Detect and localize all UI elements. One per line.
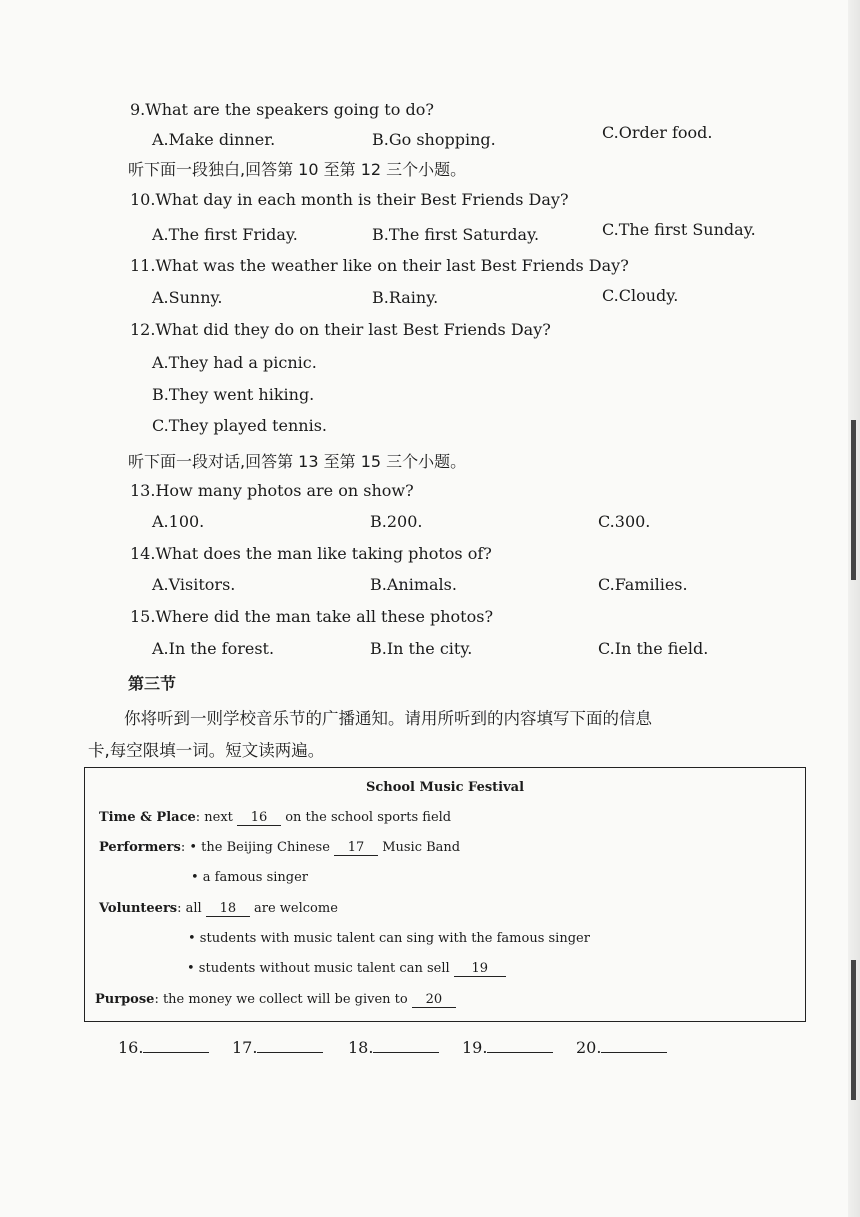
- answer-18-label: 18.: [348, 1038, 374, 1057]
- blank-19: 19: [454, 961, 506, 977]
- time-place-prefix: : next: [195, 810, 233, 825]
- blank-17: 17: [334, 840, 378, 856]
- q11-option-c: C.Cloudy.: [602, 286, 679, 305]
- card-row-performers-2: • a famous singer: [191, 870, 309, 885]
- volunteers-label: Volunteers: [99, 901, 178, 916]
- music-festival-info-card: [84, 767, 806, 1022]
- performers-line1-prefix: : • the Beijing Chinese: [180, 840, 330, 855]
- q11-option-a: A.Sunny.: [152, 288, 223, 307]
- scan-bar-mark: [851, 960, 856, 1100]
- scan-bar-mark: [851, 420, 856, 580]
- q10-option-b: B.The first Saturday.: [372, 225, 540, 244]
- volunteers-3-prefix: • students without music talent can sell: [187, 961, 450, 976]
- section-3-heading: 第三节: [128, 674, 177, 693]
- q14-option-a: A.Visitors.: [152, 575, 236, 594]
- q13-option-c: C.300.: [598, 512, 651, 531]
- q9-option-a: A.Make dinner.: [152, 130, 276, 149]
- volunteers-prefix: : all: [177, 901, 202, 916]
- answer-19: [462, 1038, 553, 1057]
- answer-16-label: 16.: [118, 1038, 144, 1057]
- purpose-prefix: : the money we collect will be given to: [154, 992, 408, 1007]
- q12-option-b: B.They went hiking.: [152, 385, 315, 404]
- q15-option-b: B.In the city.: [370, 639, 473, 658]
- blank-18: 18: [206, 901, 250, 917]
- purpose-label: Purpose: [95, 992, 155, 1007]
- answer-20-label: 20.: [576, 1038, 602, 1057]
- time-place-label: Time & Place: [99, 810, 196, 825]
- time-place-suffix: on the school sports field: [285, 810, 452, 825]
- answer-17-blank[interactable]: [257, 1038, 323, 1053]
- blank-20: 20: [412, 992, 456, 1008]
- question-11: 11.What was the weather like on their last Best Friends Day?: [130, 256, 629, 275]
- q10-option-c: C.The first Sunday.: [602, 220, 756, 239]
- card-row-performers: [99, 840, 460, 856]
- question-13: 13.How many photos are on show?: [130, 481, 414, 500]
- section-3-instruction-line2: 卡,每空限填一词。短文读两遍。: [88, 741, 325, 760]
- question-14: 14.What does the man like taking photos of?: [130, 544, 492, 563]
- q9-option-c: C.Order food.: [602, 123, 713, 142]
- answer-19-label: 19.: [462, 1038, 488, 1057]
- performers-line1-suffix: Music Band: [382, 840, 461, 855]
- q12-option-a: A.They had a picnic.: [152, 353, 317, 372]
- answer-20: [576, 1038, 667, 1057]
- q13-option-a: A.100.: [152, 512, 205, 531]
- answer-16-blank[interactable]: [143, 1038, 209, 1053]
- q9-option-b: B.Go shopping.: [372, 130, 496, 149]
- answer-16: [118, 1038, 209, 1057]
- q12-option-c: C.They played tennis.: [152, 416, 327, 435]
- question-12: 12.What did they do on their last Best Friends Day?: [130, 320, 551, 339]
- answer-17: [232, 1038, 323, 1057]
- card-row-volunteers-3: [187, 961, 506, 977]
- card-row-volunteers-2: • students with music talent can sing with the famous singer: [188, 931, 590, 946]
- q15-option-c: C.In the field.: [598, 639, 709, 658]
- q11-option-b: B.Rainy.: [372, 288, 439, 307]
- card-title: School Music Festival: [365, 780, 525, 795]
- q14-option-c: C.Families.: [598, 575, 688, 594]
- answer-19-blank[interactable]: [487, 1038, 553, 1053]
- q14-option-b: B.Animals.: [370, 575, 457, 594]
- answer-17-label: 17.: [232, 1038, 258, 1057]
- answer-18: [348, 1038, 439, 1057]
- card-row-volunteers: [99, 901, 338, 917]
- card-row-time-place: [99, 810, 451, 826]
- volunteers-suffix: are welcome: [253, 901, 338, 916]
- answer-18-blank[interactable]: [373, 1038, 439, 1053]
- q13-option-b: B.200.: [370, 512, 423, 531]
- instruction-10-12: 听下面一段独白,回答第 10 至第 12 三个小题。: [128, 160, 467, 179]
- question-15: 15.Where did the man take all these photos?: [130, 607, 494, 626]
- q10-option-a: A.The first Friday.: [152, 225, 298, 244]
- section-3-instruction-line1: 你将听到一则学校音乐节的广播通知。请用所听到的内容填写下面的信息: [124, 709, 652, 728]
- blank-16: 16: [237, 810, 281, 826]
- card-row-purpose: [95, 992, 456, 1008]
- question-10: 10.What day in each month is their Best Friends Day?: [130, 190, 569, 209]
- answer-20-blank[interactable]: [601, 1038, 667, 1053]
- performers-label: Performers: [99, 840, 181, 855]
- q15-option-a: A.In the forest.: [152, 639, 275, 658]
- instruction-13-15: 听下面一段对话,回答第 13 至第 15 三个小题。: [128, 452, 467, 471]
- question-9: 9.What are the speakers going to do?: [130, 100, 434, 119]
